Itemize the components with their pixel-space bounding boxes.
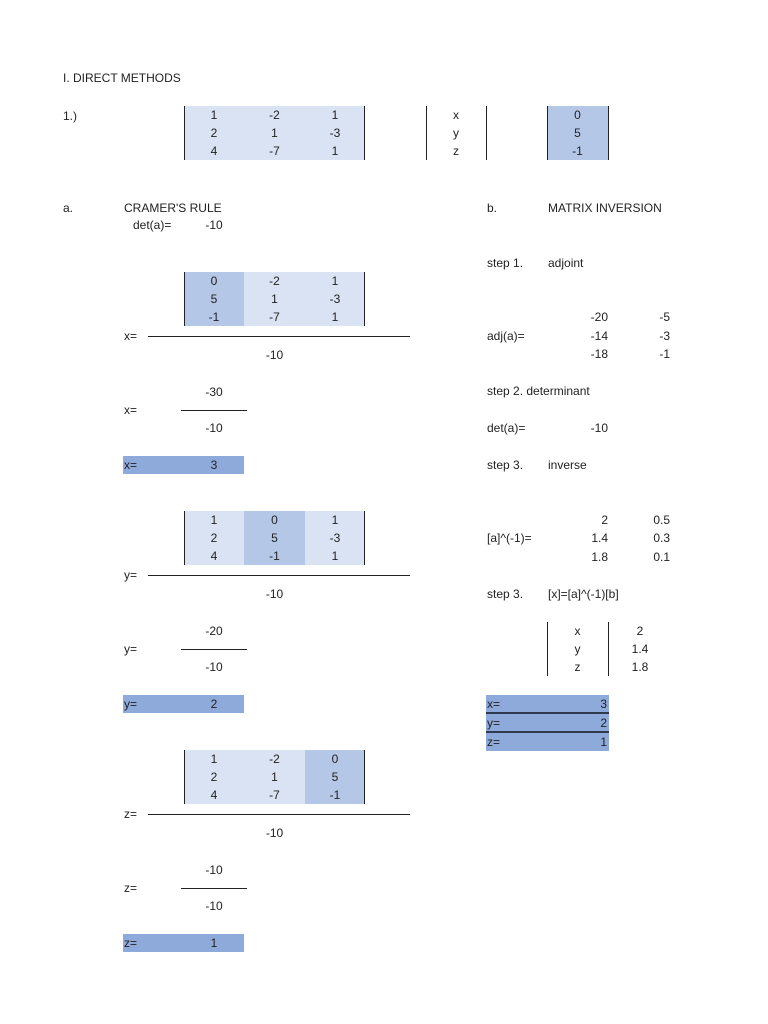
cramer-det-label: det(a)= (133, 218, 172, 232)
matrix-cell: 1 (305, 511, 365, 529)
x-result (123, 456, 244, 474)
matrix-cell: 4 (184, 786, 244, 804)
sol-var: z (574, 660, 581, 674)
y-frac-label: y= (124, 642, 138, 656)
part-a-label: a. (63, 201, 74, 215)
inv-cell: 2 (601, 513, 608, 527)
matrix-cell: -7 (244, 142, 305, 160)
adj-cell: -1 (659, 347, 670, 361)
sol-value: 1.4 (631, 642, 649, 656)
matrix-cell: 2 (184, 124, 244, 142)
matrix-cell: -3 (305, 124, 365, 142)
inverse-label: [a]^(-1)= (487, 531, 532, 545)
inv-cell: 0.5 (653, 513, 670, 527)
z-label: z= (124, 807, 138, 821)
step1-text: adjoint (548, 256, 584, 270)
matrix-bar-right (364, 106, 365, 160)
matrix-cell: 1 (305, 272, 365, 290)
z-result-label: z= (124, 936, 138, 950)
matrix-cell: -3 (305, 529, 365, 547)
fraction-bar (181, 410, 247, 411)
y-frac-den: -10 (205, 660, 223, 674)
step2-text: step 2. determinant (487, 384, 590, 398)
y-label: y= (124, 568, 138, 582)
adj-label: adj(a)= (487, 329, 525, 343)
z-result-value: 1 (210, 936, 218, 950)
matrix-cell: 1 (305, 142, 365, 160)
z-frac-den: -10 (205, 899, 223, 913)
matrix-cell: 1 (184, 106, 244, 124)
inv-result-value: 3 (600, 697, 607, 711)
matrix-cell: 1 (244, 768, 305, 786)
inv-result-value: 2 (600, 716, 607, 730)
matrix-cell: -1 (184, 308, 244, 326)
matrix-cell: 5 (305, 768, 365, 786)
inv-cell: 1.8 (591, 550, 608, 564)
matrix-cell: -2 (244, 750, 305, 768)
sol-var: y (574, 642, 581, 656)
b-cell: -1 (547, 142, 608, 160)
z-denominator: -10 (265, 826, 284, 840)
inv-result-z (486, 733, 609, 751)
matrix-cell: 5 (244, 529, 305, 547)
b-bar-left (547, 106, 548, 160)
matrix-cell: 1 (184, 511, 244, 529)
matrix-cell: -2 (244, 272, 305, 290)
matrix-bar-left (184, 511, 185, 565)
sol-value: 1.8 (631, 660, 649, 674)
inv-result-x (486, 695, 609, 713)
y-denominator: -10 (265, 587, 284, 601)
section-title: I. DIRECT METHODS (63, 71, 181, 85)
matrix-cell: -1 (244, 547, 305, 565)
matrix-cell: -1 (305, 786, 365, 804)
step4-label: step 3. (487, 587, 524, 601)
sol-value: 2 (636, 624, 644, 638)
b-cell: 0 (547, 106, 608, 124)
inversion-title: MATRIX INVERSION (548, 201, 662, 215)
step4-text: [x]=[a]^(-1)[b] (548, 587, 619, 601)
x-result-label: x= (124, 458, 138, 472)
step1-label: step 1. (487, 256, 524, 270)
x-result-value: 3 (210, 458, 218, 472)
matrix-cell: 5 (184, 290, 244, 308)
x-frac-den: -10 (205, 421, 223, 435)
matrix-cell: 0 (305, 750, 365, 768)
inv-result-label: z= (487, 735, 501, 749)
inv-det-value: -10 (590, 421, 608, 435)
y-result (123, 695, 244, 713)
matrix-cell: -7 (244, 786, 305, 804)
matrix-cell: 1 (305, 308, 365, 326)
matrix-cell: 0 (184, 272, 244, 290)
fraction-bar (148, 575, 410, 576)
fraction-bar (148, 336, 410, 337)
x-denominator: -10 (265, 348, 284, 362)
fraction-bar (148, 814, 410, 815)
problem-label: 1.) (63, 109, 78, 123)
b-cell: 5 (547, 124, 608, 142)
var-cell: y (453, 126, 459, 140)
fraction-bar (181, 888, 247, 889)
vector-bar-right (486, 106, 487, 160)
inv-det-label: det(a)= (487, 421, 526, 435)
matrix-cell: 1 (305, 106, 365, 124)
adj-cell: -18 (590, 347, 608, 361)
matrix-cell: 1 (244, 124, 305, 142)
inv-cell: 0.3 (653, 531, 670, 545)
matrix-cell: 1 (244, 290, 305, 308)
step3-label: step 3. (487, 458, 524, 472)
b-bar-right (608, 106, 609, 160)
matrix-cell: 4 (184, 142, 244, 160)
step3-text: inverse (548, 458, 587, 472)
matrix-cell: 2 (184, 529, 244, 547)
inv-cell: 1.4 (591, 531, 608, 545)
x-frac-num: -30 (205, 385, 223, 399)
inv-cell: 0.1 (653, 550, 670, 564)
matrix-bar-left (184, 750, 185, 804)
y-frac-num: -20 (205, 624, 223, 638)
inv-result-y (486, 714, 609, 732)
matrix-cell: -3 (305, 290, 365, 308)
matrix-cell: 2 (184, 768, 244, 786)
inv-result-label: x= (487, 697, 501, 711)
matrix-cell: 4 (184, 547, 244, 565)
matrix-bar-right (364, 511, 365, 565)
z-frac-num: -10 (205, 863, 223, 877)
cramer-title: CRAMER'S RULE (124, 201, 222, 215)
var-cell: z (453, 144, 459, 158)
inv-result-label: y= (487, 716, 501, 730)
matrix-cell: 0 (244, 511, 305, 529)
z-frac-label: z= (124, 881, 138, 895)
x-label: x= (124, 329, 138, 343)
z-result (123, 934, 244, 952)
adj-cell: -14 (590, 329, 608, 343)
y-result-value: 2 (210, 697, 218, 711)
matrix-bar-right (364, 750, 365, 804)
y-result-label: y= (124, 697, 138, 711)
matrix-cell: 1 (305, 547, 365, 565)
fraction-bar (181, 649, 247, 650)
matrix-bar-left (184, 106, 185, 160)
inv-result-value: 1 (600, 735, 607, 749)
part-b-label: b. (487, 201, 498, 215)
matrix-cell: -7 (244, 308, 305, 326)
matrix-cell: -2 (244, 106, 305, 124)
adj-cell: -5 (659, 310, 670, 324)
matrix-cell: 1 (184, 750, 244, 768)
matrix-bar-right (364, 272, 365, 326)
adj-cell: -20 (590, 310, 608, 324)
matrix-bar-left (184, 272, 185, 326)
x-frac-label: x= (124, 403, 138, 417)
sol-var: x (574, 624, 581, 638)
cramer-det-value: -10 (205, 218, 223, 232)
adj-cell: -3 (659, 329, 670, 343)
var-cell: x (453, 108, 459, 122)
